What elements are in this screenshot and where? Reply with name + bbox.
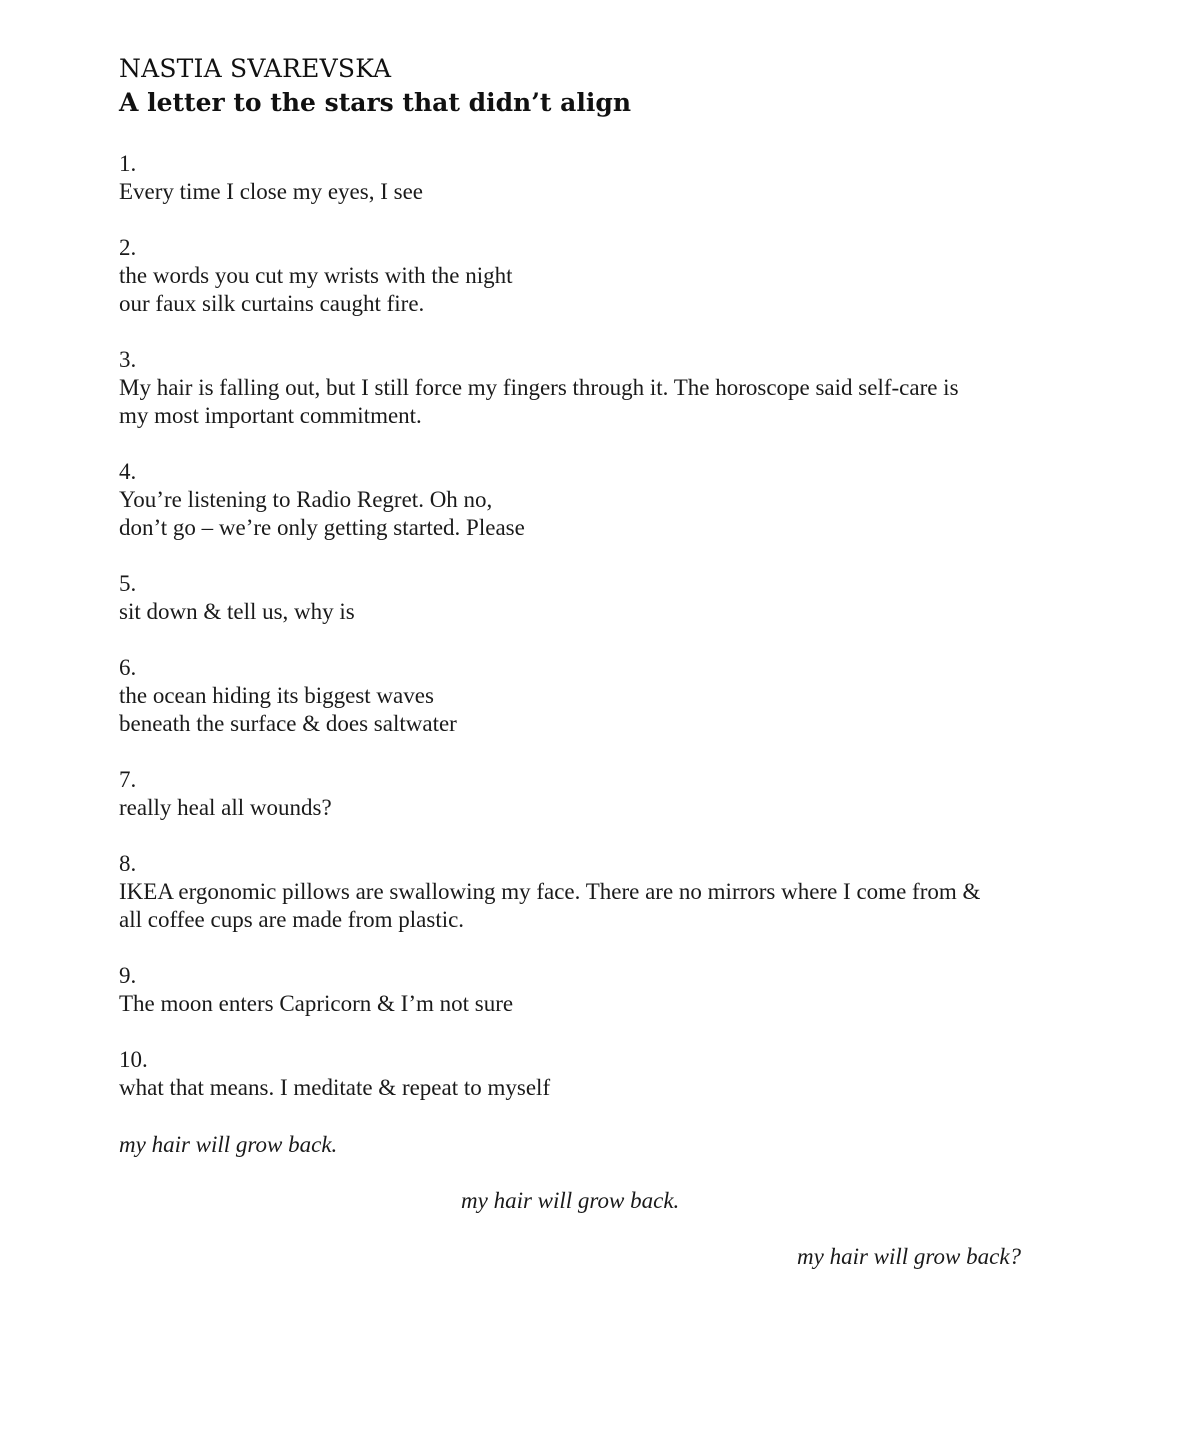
stanza-9 (119, 962, 1059, 1018)
stanza-number: 9. (119, 963, 137, 988)
stanza-line: beneath the surface & does saltwater (119, 711, 457, 736)
stanza-number: 4. (119, 459, 137, 484)
stanza-number: 7. (119, 767, 137, 792)
stanza-line: IKEA ergonomic pillows are swallowing my face. There are no mirrors where I come from & (119, 879, 981, 904)
stanza-line: sit down & tell us, why is (119, 599, 355, 624)
stanza-line: the words you cut my wrists with the night (119, 263, 513, 288)
stanza-2 (119, 234, 1059, 318)
stanza-line: the ocean hiding its biggest waves (119, 683, 434, 708)
stanza-number: 2. (119, 235, 137, 260)
stanza-line: don’t go – we’re only getting started. Please (119, 515, 525, 540)
stanza-7 (119, 766, 1059, 822)
refrain-line-3: my hair will grow back? (797, 1244, 1022, 1269)
author-name: NASTIA SVAREVSKA (119, 54, 392, 83)
stanza-line: really heal all wounds? (119, 795, 332, 820)
stanza-1 (119, 150, 1059, 206)
stanza-line: Every time I close my eyes, I see (119, 179, 423, 204)
stanza-line: My hair is falling out, but I still force my fingers through it. The horoscope said self-care is (119, 375, 959, 400)
refrain-line-1: my hair will grow back. (119, 1132, 338, 1157)
stanza-line: my most important commitment. (119, 403, 422, 428)
stanza-line: all coffee cups are made from plastic. (119, 907, 465, 932)
stanza-6 (119, 654, 1059, 738)
stanza-line: The moon enters Capricorn & I’m not sure (119, 991, 514, 1016)
stanza-number: 3. (119, 347, 137, 372)
stanza-line: our faux silk curtains caught fire. (119, 291, 425, 316)
stanza-number: 10. (119, 1047, 148, 1072)
stanza-line: what that means. I meditate & repeat to myself (119, 1075, 551, 1100)
stanza-10 (119, 1046, 1059, 1102)
stanza-4 (119, 458, 1059, 542)
stanza-line: You’re listening to Radio Regret. Oh no, (119, 487, 493, 512)
stanza-5 (119, 570, 1059, 626)
stanza-8 (119, 850, 1059, 934)
poem-title: A letter to the stars that didn’t align (119, 88, 632, 117)
stanza-number: 1. (119, 151, 137, 176)
stanza-number: 6. (119, 655, 137, 680)
stanza-number: 5. (119, 571, 137, 596)
stanza-3 (119, 346, 1059, 430)
stanza-number: 8. (119, 851, 137, 876)
refrain-line-2: my hair will grow back. (461, 1188, 680, 1213)
